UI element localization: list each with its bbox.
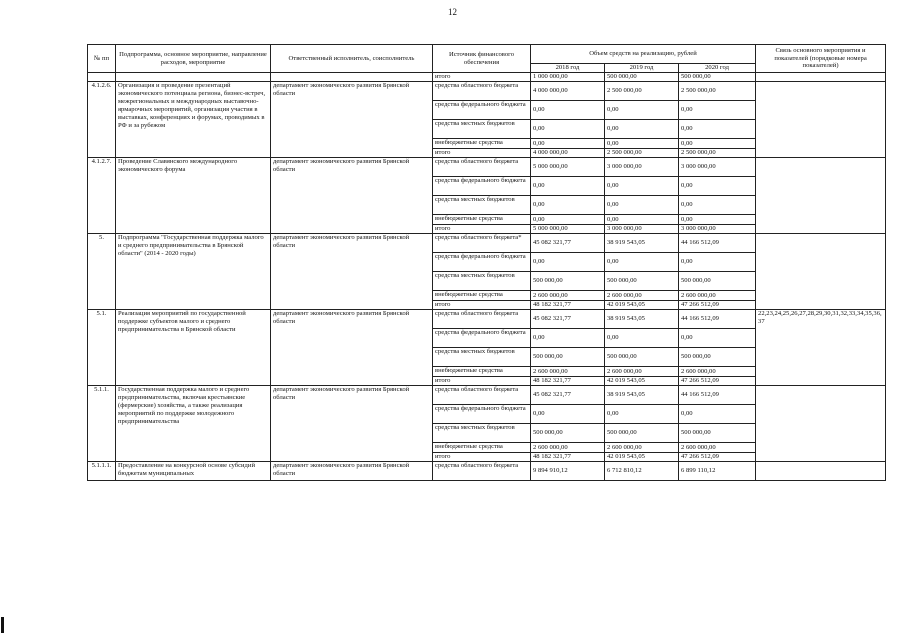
row-link [756,386,886,462]
top-total-2020: 500 000,00 [679,73,756,82]
row-value-2019: 6 712 810,12 [605,462,679,481]
total-value-2018: 5 000 000,00 [531,225,605,234]
table-row [88,386,886,405]
row-source: средства федерального бюджета [433,329,531,348]
row-value-2020: 0,00 [679,139,756,149]
row-value-2018: 45 082 321,77 [531,310,605,329]
row-value-2019: 2 600 000,00 [605,367,679,377]
table-row [88,158,886,177]
page-number: 12 [448,7,457,17]
total-value-2018: 48 182 321,77 [531,301,605,310]
table-body [88,73,886,481]
row-name: Государственная поддержка малого и среднего предпринимательства, включая крестьянские (фермерские) хозяйства, а также реализация мероприятий по поддержке молодежного предпринимательства [116,386,271,462]
row-number: 5.1.1. [88,386,116,462]
header-num: № пп [88,45,116,73]
row-link [756,234,886,310]
header-sources: Источник финансового обеспечения [433,45,531,73]
row-value-2018: 9 894 910,12 [531,462,605,481]
row-source: средства местных бюджетов [433,424,531,443]
row-value-2018: 500 000,00 [531,272,605,291]
row-name: Реализация мероприятий по государственной поддержке субъектов малого и среднего предпринимательства в Брянской области [116,310,271,386]
row-value-2020: 2 500 000,00 [679,82,756,101]
row-value-2020: 44 166 512,09 [679,310,756,329]
row-source: средства областного бюджета [433,386,531,405]
total-value-2020: 2 500 000,00 [679,149,756,158]
row-value-2018: 0,00 [531,405,605,424]
row-source: внебюджетные средства [433,139,531,149]
total-value-2019: 2 500 000,00 [605,149,679,158]
row-number: 5. [88,234,116,310]
table-row [88,462,886,481]
row-value-2018: 0,00 [531,177,605,196]
row-source: средства областного бюджета [433,310,531,329]
table-row [88,234,886,253]
row-value-2019: 0,00 [605,329,679,348]
row-source: средства федерального бюджета [433,101,531,120]
row-source: средства федерального бюджета [433,253,531,272]
row-value-2019: 0,00 [605,196,679,215]
row-value-2019: 2 600 000,00 [605,291,679,301]
row-source: средства местных бюджетов [433,348,531,367]
total-value-2019: 42 019 543,05 [605,377,679,386]
header-subprogram: Подпрограмма, основное мероприятие, направление расходов, мероприятие [116,45,271,73]
header-link: Связь основного мероприятия и показателей (порядковые номера показателей) [756,45,886,73]
table-row [88,82,886,101]
row-value-2018: 0,00 [531,139,605,149]
row-value-2019: 0,00 [605,215,679,225]
total-value-2018: 48 182 321,77 [531,377,605,386]
row-value-2020: 6 899 110,12 [679,462,756,481]
row-value-2018: 0,00 [531,101,605,120]
row-value-2019: 500 000,00 [605,424,679,443]
row-value-2018: 45 082 321,77 [531,234,605,253]
row-number: 4.1.2.6. [88,82,116,158]
row-link [756,82,886,158]
row-value-2018: 0,00 [531,215,605,225]
row-value-2018: 45 082 321,77 [531,386,605,405]
row-value-2020: 2 600 000,00 [679,367,756,377]
row-value-2020: 0,00 [679,215,756,225]
row-source: средства федерального бюджета [433,177,531,196]
row-value-2018: 0,00 [531,120,605,139]
row-value-2019: 2 600 000,00 [605,443,679,453]
row-value-2019: 500 000,00 [605,348,679,367]
row-source: внебюджетные средства [433,367,531,377]
row-value-2019: 0,00 [605,253,679,272]
row-value-2018: 0,00 [531,329,605,348]
header-volume: Объем средств на реализацию, рублей [531,45,756,64]
row-value-2019: 38 919 543,05 [605,310,679,329]
row-value-2020: 2 600 000,00 [679,443,756,453]
row-value-2020: 0,00 [679,329,756,348]
header-executor: Ответственный исполнитель, соисполнитель [271,45,433,73]
row-source: средства федерального бюджета [433,405,531,424]
row-executor: департамент экономического развития Брянской области [271,82,433,158]
row-number: 5.1. [88,310,116,386]
row-name: Подпрограмма "Государственная поддержка малого и среднего предпринимательства в Брянской области" (2014 - 2020 годы) [116,234,271,310]
row-source: средства областного бюджета [433,158,531,177]
table-row [88,310,886,329]
total-label: итого [433,301,531,310]
total-value-2019: 42 019 543,05 [605,301,679,310]
total-value-2019: 3 000 000,00 [605,225,679,234]
row-source: внебюджетные средства [433,215,531,225]
total-value-2018: 48 182 321,77 [531,453,605,462]
budget-table [87,44,886,481]
row-value-2018: 0,00 [531,196,605,215]
total-value-2020: 47 266 512,09 [679,453,756,462]
total-label: итого [433,377,531,386]
row-value-2020: 3 000 000,00 [679,158,756,177]
row-value-2020: 44 166 512,09 [679,234,756,253]
row-value-2020: 500 000,00 [679,272,756,291]
row-link [756,158,886,234]
row-source: внебюджетные средства [433,291,531,301]
row-executor: департамент экономического развития Брянской области [271,310,433,386]
row-value-2019: 38 919 543,05 [605,386,679,405]
row-value-2018: 2 600 000,00 [531,443,605,453]
row-source: средства местных бюджетов [433,196,531,215]
row-number: 5.1.1.1. [88,462,116,481]
total-label: итого [433,225,531,234]
header-year-2018: 2018 год [531,64,605,73]
total-value-2020: 47 266 512,09 [679,301,756,310]
row-value-2020: 0,00 [679,253,756,272]
row-value-2018: 500 000,00 [531,348,605,367]
row-value-2018: 4 000 000,00 [531,82,605,101]
top-total-label: итого [433,73,531,82]
row-value-2019: 500 000,00 [605,272,679,291]
row-value-2019: 0,00 [605,139,679,149]
row-name: Предоставление на конкурсной основе субсидий бюджетам муниципальных [116,462,271,481]
row-name: Проведение Славянского международного экономического форума [116,158,271,234]
row-number: 4.1.2.7. [88,158,116,234]
row-executor: департамент экономического развития Брянской области [271,158,433,234]
table-row-top-total [88,73,886,82]
total-value-2018: 4 000 000,00 [531,149,605,158]
row-value-2019: 0,00 [605,177,679,196]
total-value-2019: 42 019 543,05 [605,453,679,462]
row-executor: департамент экономического развития Брянской области [271,462,433,481]
row-value-2020: 44 166 512,09 [679,386,756,405]
total-value-2020: 3 000 000,00 [679,225,756,234]
row-link [756,462,886,481]
row-value-2020: 0,00 [679,101,756,120]
row-value-2019: 3 000 000,00 [605,158,679,177]
row-source: средства областного бюджета* [433,234,531,253]
row-value-2020: 500 000,00 [679,348,756,367]
row-source: средства областного бюджета [433,82,531,101]
row-source: внебюджетные средства [433,443,531,453]
row-value-2019: 0,00 [605,405,679,424]
row-value-2019: 2 500 000,00 [605,82,679,101]
top-total-2018: 1 000 000,00 [531,73,605,82]
row-name: Организация и проведение презентаций экономического потенциала региона, бизнес-встреч, межрегиональных и международных выставочно-ярмарочных мероприятий, организация участия в выставках, конференциях и форумах, проводимых в РФ и за рубежом [116,82,271,158]
row-source: средства областного бюджета [433,462,531,481]
row-value-2020: 0,00 [679,405,756,424]
total-value-2020: 47 266 512,09 [679,377,756,386]
row-source: средства местных бюджетов [433,272,531,291]
row-value-2019: 0,00 [605,120,679,139]
row-value-2020: 0,00 [679,196,756,215]
row-executor: департамент экономического развития Брянской области [271,386,433,462]
top-total-2019: 500 000,00 [605,73,679,82]
total-label: итого [433,149,531,158]
row-value-2020: 2 600 000,00 [679,291,756,301]
row-executor: департамент экономического развития Брянской области [271,234,433,310]
row-source: средства местных бюджетов [433,120,531,139]
header-year-2020: 2020 год [679,64,756,73]
row-value-2018: 2 600 000,00 [531,367,605,377]
row-value-2020: 0,00 [679,120,756,139]
scan-edge-mark [1,617,4,633]
total-label: итого [433,453,531,462]
row-value-2020: 0,00 [679,177,756,196]
header-year-2019: 2019 год [605,64,679,73]
row-value-2020: 500 000,00 [679,424,756,443]
row-value-2018: 0,00 [531,253,605,272]
row-value-2018: 500 000,00 [531,424,605,443]
row-value-2018: 5 000 000,00 [531,158,605,177]
row-link: 22,23,24,25,26,27,28,29,30,31,32,33,34,35,36,37 [756,310,886,386]
row-value-2019: 0,00 [605,101,679,120]
row-value-2018: 2 600 000,00 [531,291,605,301]
row-value-2019: 38 919 543,05 [605,234,679,253]
